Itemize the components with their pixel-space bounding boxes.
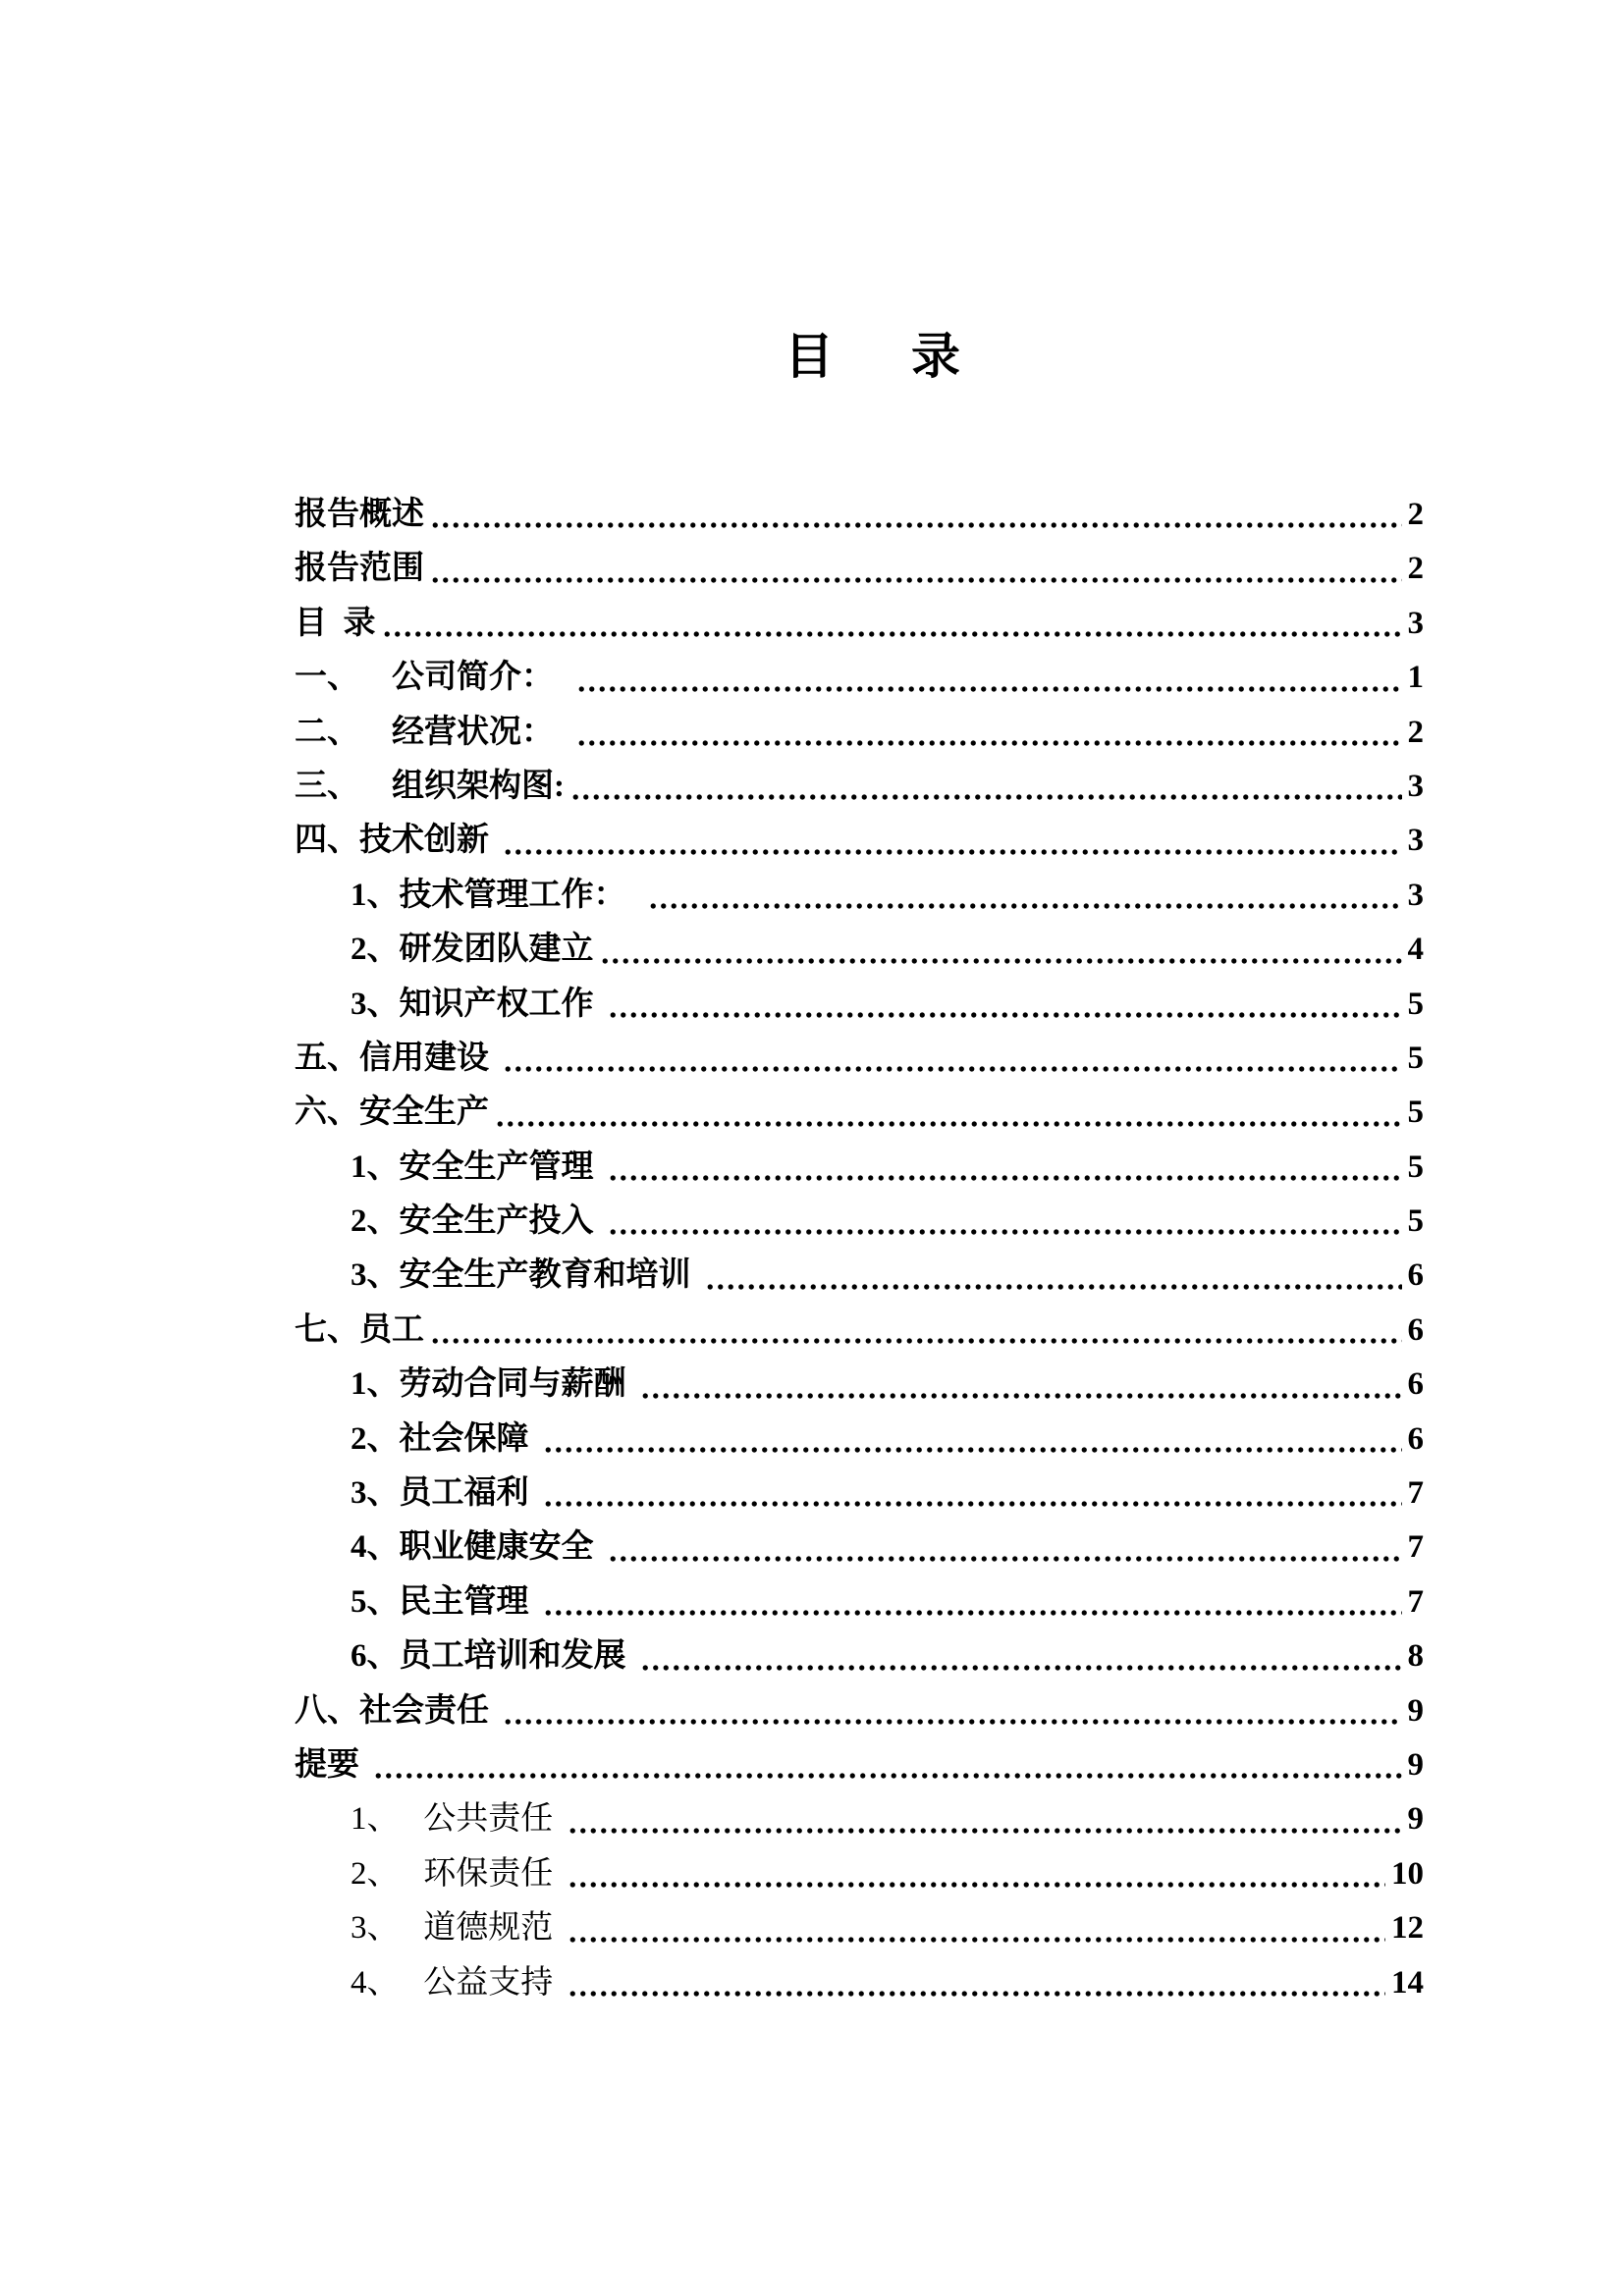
- toc-entry-label: 报告概述: [295, 497, 424, 532]
- toc-page-number: 4: [1407, 932, 1424, 968]
- toc-entry-label: 四、技术创新: [295, 823, 498, 859]
- toc-dot-leader: [570, 760, 1402, 814]
- toc-page-number: 6: [1407, 1420, 1424, 1457]
- toc-page-number: 7: [1407, 1475, 1424, 1512]
- toc-entry-label: 一、 公司简介：: [295, 660, 570, 696]
- toc-entry-label: 2、安全生产投入: [351, 1203, 602, 1240]
- toc-entry-label: 1、劳动合同与薪酬: [351, 1366, 634, 1403]
- page-title: [308, 326, 1437, 387]
- toc-dot-leader: [568, 1847, 1386, 1901]
- toc-entry-row[interactable]: [295, 1738, 1424, 1792]
- toc-entry-label: 3、 道德规范: [351, 1910, 562, 1947]
- toc-entry-row[interactable]: [295, 1195, 1424, 1249]
- toc-entry-row[interactable]: [295, 1847, 1424, 1901]
- toc-entry-label: 2、社会保障: [351, 1420, 537, 1457]
- toc-page-number: 5: [1407, 1148, 1424, 1185]
- toc-page-number: 3: [1407, 768, 1424, 804]
- toc-entry-label: 4、 公益支持: [351, 1964, 562, 2001]
- toc-page-number: 14: [1391, 1964, 1424, 2001]
- toc-entry-row[interactable]: [295, 869, 1424, 923]
- toc-page-number: 6: [1407, 1257, 1424, 1294]
- toc-entry-label: 三、 组织架构图:: [295, 768, 565, 804]
- toc-entry-row[interactable]: [295, 651, 1424, 705]
- toc-dot-leader: [608, 978, 1402, 1032]
- toc-list: [295, 488, 1424, 2010]
- toc-page-number: 2: [1407, 497, 1424, 532]
- toc-entry-label: 二、 经营状况：: [295, 714, 570, 750]
- toc-entry-row[interactable]: [295, 1575, 1424, 1629]
- toc-page-number: 9: [1407, 1692, 1424, 1729]
- toc-entry-row[interactable]: [295, 1358, 1424, 1412]
- toc-entry-label: 1、技术管理工作：: [351, 877, 642, 913]
- toc-dot-leader: [576, 651, 1402, 705]
- page-title-char-2: 录: [911, 329, 961, 384]
- toc-dot-leader: [503, 1032, 1401, 1086]
- toc-entry-row[interactable]: [295, 814, 1424, 868]
- toc-dot-leader: [543, 1467, 1402, 1521]
- toc-entry-label: 五、信用建设: [295, 1040, 498, 1076]
- toc-entry-row[interactable]: [295, 1032, 1424, 1086]
- toc-entry-row[interactable]: [295, 923, 1424, 977]
- toc-entry-label: 1、安全生产管理: [351, 1148, 602, 1185]
- toc-entry-row[interactable]: [295, 1792, 1424, 1846]
- toc-entry-row[interactable]: [295, 1249, 1424, 1303]
- toc-dot-leader: [568, 1901, 1386, 1955]
- toc-page-number: 6: [1407, 1366, 1424, 1403]
- toc-dot-leader: [543, 1413, 1402, 1467]
- toc-page-number: 5: [1407, 1203, 1424, 1240]
- toc-dot-leader: [608, 1521, 1402, 1575]
- toc-dot-leader: [430, 1304, 1402, 1358]
- toc-dot-leader: [648, 869, 1402, 923]
- toc-entry-label: 提要: [295, 1746, 368, 1783]
- toc-page-number: 3: [1407, 605, 1424, 641]
- toc-dot-leader: [600, 923, 1402, 977]
- toc-dot-leader: [382, 597, 1402, 651]
- toc-page-number: 5: [1407, 1040, 1424, 1076]
- toc-dot-leader: [543, 1575, 1402, 1629]
- toc-entry-label: 报告范围: [295, 551, 424, 587]
- toc-entry-row[interactable]: [295, 706, 1424, 760]
- toc-page-number: 7: [1407, 1529, 1424, 1566]
- toc-dot-leader: [608, 1141, 1402, 1195]
- toc-page-number: 12: [1391, 1910, 1424, 1947]
- toc-entry-row[interactable]: [295, 1086, 1424, 1140]
- toc-page-number: 5: [1407, 986, 1424, 1022]
- toc-dot-leader: [373, 1738, 1401, 1792]
- toc-dot-leader: [705, 1249, 1402, 1303]
- toc-entry-label: 6、员工培训和发展: [351, 1638, 634, 1675]
- toc-page-number: 9: [1407, 1801, 1424, 1838]
- toc-dot-leader: [430, 542, 1402, 596]
- toc-entry-label: 2、 环保责任: [351, 1855, 562, 1892]
- toc-entry-row[interactable]: [295, 1684, 1424, 1738]
- toc-dot-leader: [568, 1956, 1386, 2010]
- toc-entry-row[interactable]: [295, 597, 1424, 651]
- toc-entry-row[interactable]: [295, 1141, 1424, 1195]
- toc-entry-label: 3、知识产权工作: [351, 986, 602, 1022]
- toc-entry-label: 3、安全生产教育和培训: [351, 1257, 699, 1294]
- toc-entry-row[interactable]: [295, 978, 1424, 1032]
- page-title-char-1: 目: [785, 329, 835, 384]
- toc-page-number: 8: [1407, 1638, 1424, 1675]
- toc-page-number: 3: [1407, 823, 1424, 859]
- toc-entry-row[interactable]: [295, 760, 1424, 814]
- toc-dot-leader: [608, 1195, 1402, 1249]
- toc-entry-row[interactable]: [295, 1901, 1424, 1955]
- toc-entry-row[interactable]: [295, 488, 1424, 542]
- toc-entry-label: 3、员工福利: [351, 1475, 537, 1512]
- toc-page-number: 10: [1391, 1855, 1424, 1892]
- toc-entry-row[interactable]: [295, 1304, 1424, 1358]
- toc-entry-row[interactable]: [295, 1521, 1424, 1575]
- toc-entry-row[interactable]: [295, 542, 1424, 596]
- toc-entry-label: 5、民主管理: [351, 1583, 537, 1620]
- toc-page-number: 9: [1407, 1746, 1424, 1783]
- toc-page-number: 7: [1407, 1583, 1424, 1620]
- toc-dot-leader: [430, 488, 1402, 542]
- toc-page-number: 6: [1407, 1311, 1424, 1348]
- toc-entry-label: 1、 公共责任: [351, 1801, 562, 1838]
- toc-page-number: 3: [1407, 877, 1424, 913]
- toc-entry-label: 2、研发团队建立: [351, 932, 594, 968]
- toc-dot-leader: [495, 1086, 1402, 1140]
- toc-entry-label: 4、职业健康安全: [351, 1529, 602, 1566]
- toc-page-number: 2: [1407, 551, 1424, 587]
- toc-dot-leader: [640, 1629, 1402, 1683]
- toc-page-number: 2: [1407, 714, 1424, 750]
- toc-dot-leader: [503, 814, 1401, 868]
- toc-entry-row[interactable]: [295, 1413, 1424, 1467]
- toc-entry-label: 目 录: [295, 605, 376, 641]
- toc-entry-row[interactable]: [295, 1956, 1424, 2010]
- toc-entry-label: 八、社会责任: [295, 1692, 498, 1729]
- toc-entry-label: 六、安全生产: [295, 1095, 489, 1131]
- toc-dot-leader: [503, 1684, 1401, 1738]
- toc-entry-label: 七、员工: [295, 1311, 424, 1348]
- toc-page-number: 5: [1407, 1095, 1424, 1131]
- toc-entry-row[interactable]: [295, 1629, 1424, 1683]
- toc-dot-leader: [568, 1792, 1402, 1846]
- toc-entry-row[interactable]: [295, 1467, 1424, 1521]
- toc-dot-leader: [576, 706, 1402, 760]
- toc-dot-leader: [640, 1358, 1402, 1412]
- toc-page-number: 1: [1407, 660, 1424, 696]
